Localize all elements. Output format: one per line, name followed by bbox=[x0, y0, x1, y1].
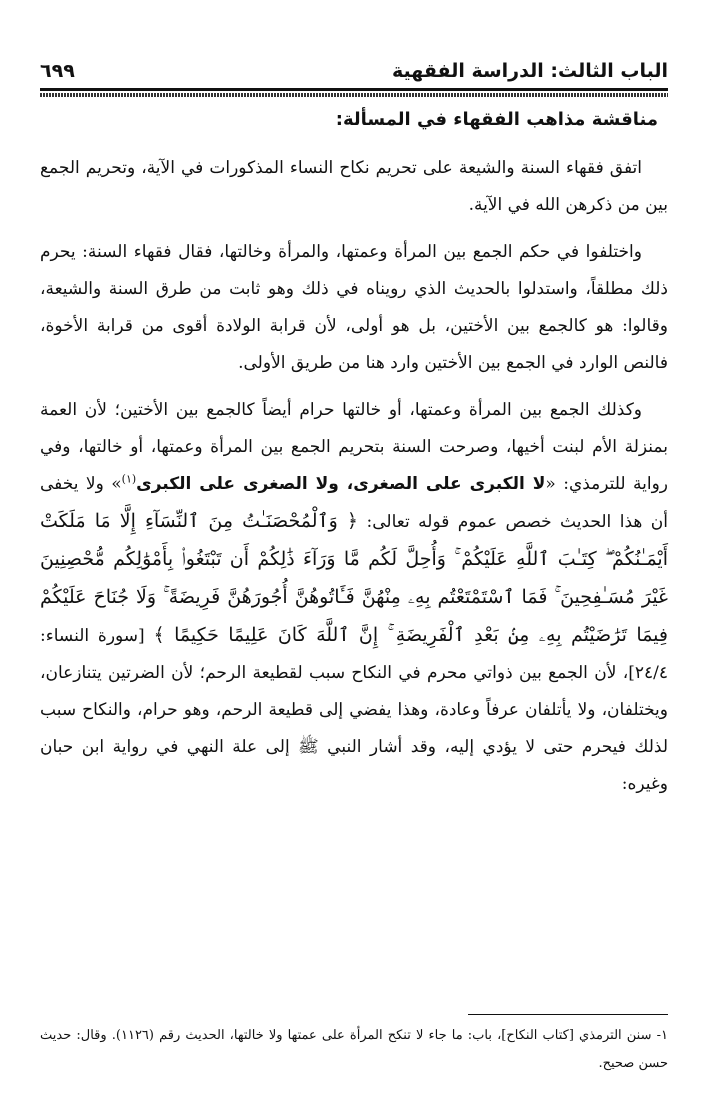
footnote-marker[interactable]: (١) bbox=[121, 472, 137, 486]
quran-verse: ﴿ وَٱلْمُحْصَنَـٰتُ مِنَ ٱلنِّسَآءِ إِلَّا مَا مَلَكَتْ أَيْمَـٰنُكُمْ ۖ كِتَـٰبَ ٱللَّهِ عَلَيْكُمْ ۚ وَأُحِلَّ لَكُم مَّا وَرَآءَ ذَٰلِكُمْ أَن تَبْتَغُوا۟ بِأَمْوَٰلِكُم مُّحْصِنِينَ غَيْرَ مُسَـٰفِحِينَ ۚ فَمَا ٱسْتَمْتَعْتُم بِهِۦ مِنْهُنَّ فَـَٔاتُوهُنَّ أُجُورَهُنَّ فَرِيضَةً ۚ وَلَا جُنَاحَ عَلَيْكُمْ فِيمَا تَرَٰضَيْتُم بِهِۦ مِنۢ بَعْدِ ٱلْفَرِيضَةِ ۚ إِنَّ ٱللَّهَ كَانَ عَلِيمًا حَكِيمًا ﴾ bbox=[40, 510, 668, 646]
running-title: الباب الثالث: الدراسة الفقهية bbox=[392, 60, 668, 82]
header-rule-thick bbox=[40, 88, 668, 91]
paragraph-3-text-c: ، لأن الجمع بين ذواتي محرم في النكاح سبب لقطيعة الرحم؛ لأن الضرتين يتنازعان، ويختلفان، ولا يأتلفان عرفاً وعادة، وهذا يفضي إلى قطيعة الرحم، وهو حرام، والنكاح سبب لذلك فيحرم حتى لا يؤدي إليه، وقد أشار النبي ﷺ إلى علة النهي في رواية ابن حبان وغيره: bbox=[40, 663, 668, 794]
paragraph-3-text-a: وكذلك الجمع بين المرأة وعمتها، أو خالتها حرام أيضاً كالجمع بين الأختين؛ لأن العمة بمنزلة الأم لبنت أخيها، وصرحت السنة بتحريم الجمع بين المرأة وعمتها، أو خالتها، وفي رواية للترمذي: « bbox=[40, 400, 669, 494]
paragraph-3 bbox=[40, 392, 668, 803]
paragraph-1: اتفق فقهاء السنة والشيعة على تحريم نكاح النساء المذكورات في الآية، وتحريم الجمع بين من ذكرهن الله في الآية. bbox=[40, 158, 668, 215]
hadith-quote: لا الكبرى على الصغرى، ولا الصغرى على الكبرى bbox=[136, 474, 546, 494]
main-content bbox=[40, 100, 668, 803]
footnote-1: ١- سنن الترمذي [كتاب النكاح]، باب: ما جاء لا تنكح المرأة على عمتها ولا خالتها، الحديث رقم (١١٢٦). وقال: حديث حسن صحيح. bbox=[40, 1028, 668, 1071]
page-header bbox=[40, 58, 668, 86]
footnote-separator bbox=[468, 1014, 668, 1015]
paragraph-3-text-b: » ولا يخفى أن هذا الحديث خصص عموم قوله تعالى: bbox=[40, 474, 668, 532]
verse-citation: [سورة النساء: ٢٤/٤] bbox=[40, 626, 668, 683]
page-number: ٦٩٩ bbox=[40, 60, 75, 82]
header-rule-dotted bbox=[40, 93, 668, 97]
footnotes bbox=[40, 1022, 668, 1078]
section-heading: مناقشة مذاهب الفقهاء في المسألة: bbox=[335, 109, 658, 130]
paragraph-2: واختلفوا في حكم الجمع بين المرأة وعمتها، والمرأة وخالتها، فقال فقهاء السنة: يحرم ذلك مطلقاً، واستدلوا بالحديث الذي رويناه في ذلك وهو ثابت من طرق السنة والشيعة، وقالوا: هو كالجمع بين الأختين، بل هو أولى، لأن قرابة الولادة أقوى من قرابة الأخوة، فالنص الوارد في الجمع بين الأختين وارد هنا من طريق الأولى. bbox=[40, 242, 668, 373]
